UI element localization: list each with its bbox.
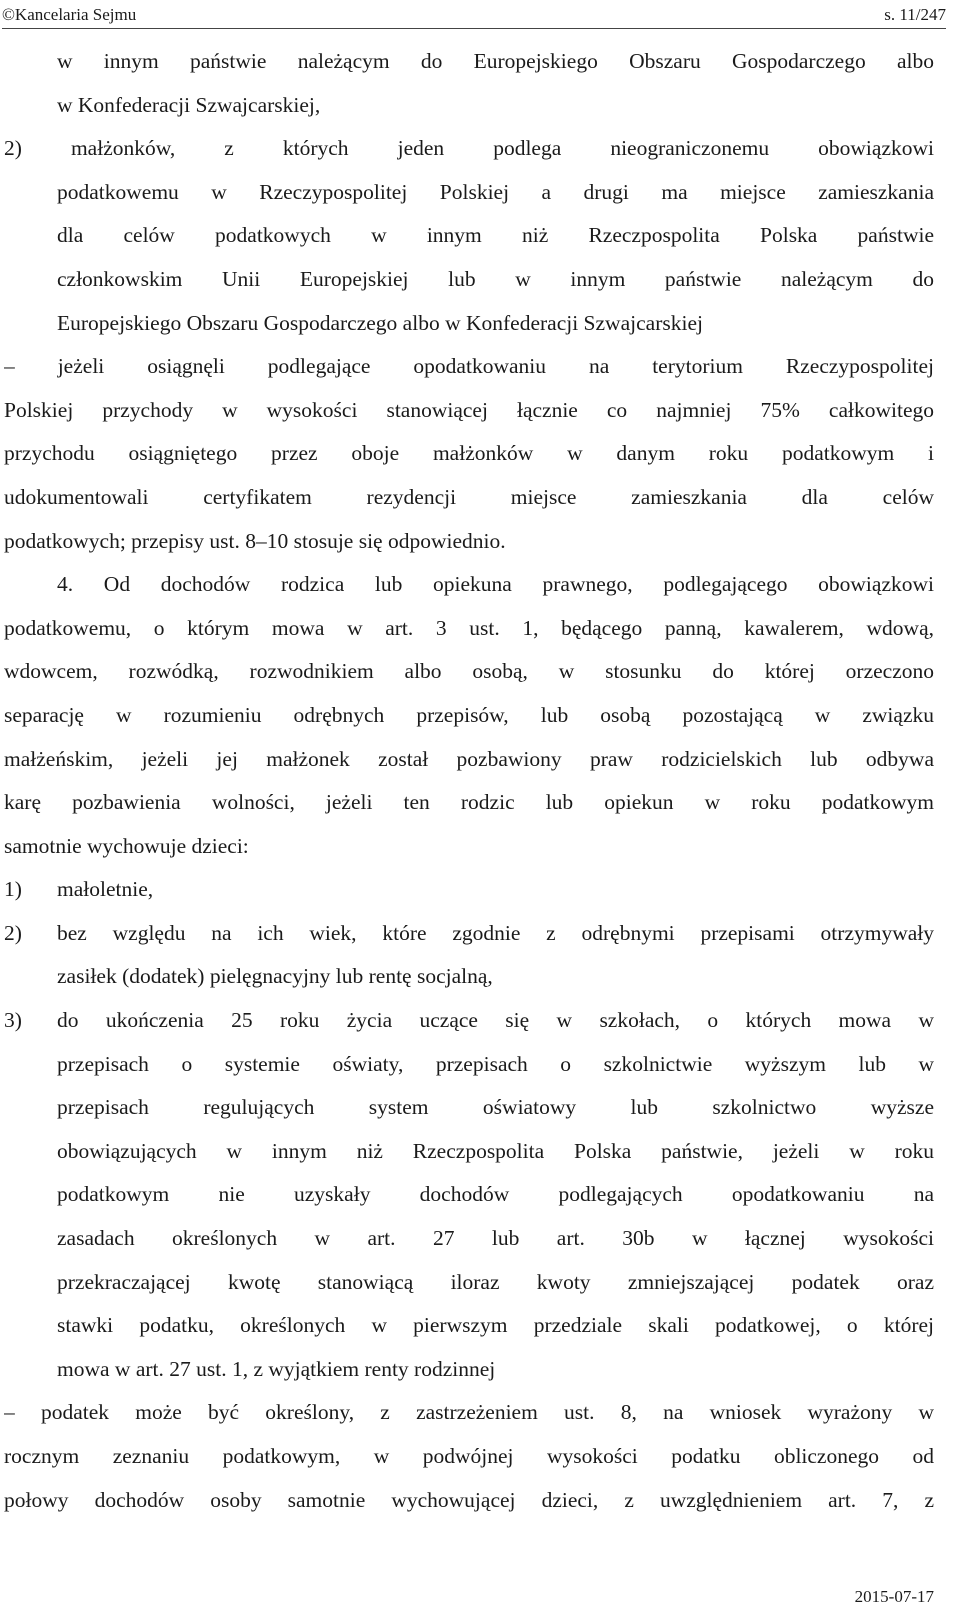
text-line: rocznym zeznaniu podatkowym, w podwójnej wysokości podatku obliczonego od (4, 1444, 934, 1468)
list-item-number: 3) (4, 1008, 22, 1033)
document-date: 2015-07-17 (854, 1587, 934, 1606)
header-divider (2, 28, 946, 29)
document-body (0, 40, 960, 1522)
text-line: karę pozbawienia wolności, jeżeli ten rodzic lub opiekun w roku podatkowym (4, 790, 934, 815)
text-line: w Konfederacji Szwajcarskiej, (57, 92, 321, 117)
text-line: Polskiej przychody w wysokości stanowiącej łącznie co najmniej 75% całkowitego (4, 397, 934, 422)
text-line: – podatek może być określony, z zastrzeżeniem ust. 8, na wniosek wyrażony w (4, 1400, 934, 1425)
list-item-text: bez względu na ich wiek, które zgodnie z odrębnymi przepisami otrzymywały (57, 920, 934, 945)
list-item-text: małoletnie, (57, 877, 154, 902)
list-item-text: podatkowym nie uzyskały dochodów podlegających opodatkowaniu na (57, 1182, 934, 1207)
text-line: dla celów podatkowych w innym niż Rzeczpospolita Polska państwie (57, 223, 934, 248)
paragraph-4-start: 4. Od dochodów rodzica lub opiekuna prawnego, podlegającego obowiązkowi (57, 572, 934, 597)
list-item-number: 1) (4, 877, 22, 902)
text-line: w innym państwie należącym do Europejskiego Obszaru Gospodarczego albo (57, 49, 934, 73)
list-item (0, 999, 960, 1043)
text-line: – jeżeli osiągnęli podlegające opodatkowaniu na terytorium Rzeczypospolitej (4, 354, 934, 379)
list-item-text: zasadach określonych w art. 27 lub art. 30b w łącznej wysokości (57, 1226, 934, 1251)
list-item-text: mowa w art. 27 ust. 1, z wyjątkiem renty rodzinnej (57, 1356, 496, 1381)
text-line: separację w rozumieniu odrębnych przepisów, lub osobą pozostającą w związku (4, 702, 934, 727)
list-item-text: przepisach o systemie oświaty, przepisach o szkolnictwie wyższym lub w (57, 1051, 934, 1076)
list-item (0, 868, 960, 912)
list-item (0, 912, 960, 956)
page-number: s. 11/247 (884, 5, 946, 24)
text-line: podatkowemu, o którym mowa w art. 3 ust. 1, będącego panną, kawalerem, wdową, (4, 615, 934, 640)
text-line: Europejskiego Obszaru Gospodarczego albo w Konfederacji Szwajcarskiej (57, 310, 703, 335)
list-item-text: do ukończenia 25 roku życia uczące się w szkołach, o których mowa w (57, 1008, 934, 1033)
list-item-text: zasiłek (dodatek) pielęgnacyjny lub rentę socjalną, (57, 964, 493, 989)
list-item-text: stawki podatku, określonych w pierwszym przedziale skali podatkowej, o której (57, 1313, 934, 1338)
list-item-text: przepisach regulujących system oświatowy lub szkolnictwo wyższe (57, 1095, 934, 1120)
text-line: wdowcem, rozwódką, rozwodnikiem albo osobą, w stosunku do której orzeczono (4, 659, 934, 684)
text-line: małżeńskim, jeżeli jej małżonek został pozbawiony praw rodzicielskich lub odbywa (4, 746, 934, 771)
text-line: podatkowych; przepisy ust. 8–10 stosuje się odpowiednio. (4, 528, 506, 553)
text-line: 2) małżonków, z których jeden podlega nieograniczonemu obowiązkowi (4, 136, 934, 161)
text-line: udokumentowali certyfikatem rezydencji miejsce zamieszkania dla celów (4, 484, 934, 509)
copyright-label: ©Kancelaria Sejmu (2, 5, 137, 24)
page-header (0, 0, 960, 30)
text-line: członkowskim Unii Europejskiej lub w innym państwie należącym do (57, 266, 934, 291)
text-line: samotnie wychowuje dzieci: (4, 833, 249, 858)
text-line: przychodu osiągniętego przez oboje małżonków w danym roku podatkowym i (4, 441, 934, 466)
text-line: podatkowemu w Rzeczypospolitej Polskiej a drugi ma miejsce zamieszkania (57, 179, 934, 204)
list-item-text: obowiązujących w innym niż Rzeczpospolita Polska państwie, jeżeli w roku (57, 1138, 934, 1163)
list-item-text: przekraczającej kwotę stanowiącą iloraz kwoty zmniejszającej podatek oraz (57, 1269, 934, 1294)
text-line: połowy dochodów osoby samotnie wychowującej dzieci, z uwzględnieniem art. 7, z (4, 1487, 934, 1512)
list-item-number: 2) (4, 920, 22, 945)
